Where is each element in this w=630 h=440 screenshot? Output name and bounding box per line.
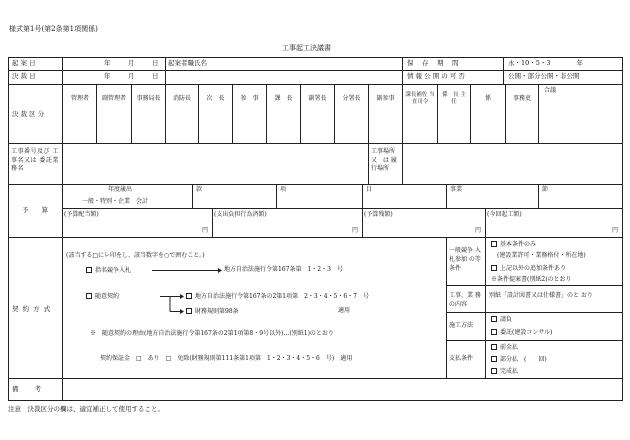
seko-text-1: 請負	[500, 316, 513, 323]
yosan-moku: 目	[366, 186, 373, 193]
date-month-2: 月	[128, 72, 135, 80]
yosan-jigyo: 事業	[450, 186, 463, 193]
joho-value: 公開・部分公開・非公開	[508, 72, 580, 80]
yosan-nendo: 年度歳出	[108, 186, 133, 193]
joho-label: 情 報 公 開 の 可 否	[407, 72, 465, 80]
shiharai-text-1: 前金払	[500, 344, 519, 351]
zuii-riyu: ※ 随意契約の理由(地方自治法施行令第167条の2第1項第8・9号以外)…(別紙1)のとおり	[90, 330, 334, 337]
seko-item-1[interactable]	[491, 316, 512, 323]
naiyo-label: 工事、業 務の内容	[449, 292, 481, 308]
gougi-label: 合議	[544, 87, 557, 94]
yen-3: 円	[475, 227, 482, 234]
zuii-ref2-text: 財務規則第98条	[195, 308, 239, 315]
shiharai-label: 支払条件	[449, 355, 474, 362]
seko-text-2: 委託(建設コンサル)	[500, 329, 553, 336]
col-fuku-kanrisha: 副管理者	[101, 95, 126, 102]
seko-checkbox-1[interactable]	[491, 316, 497, 322]
shiharai-checkbox-2[interactable]	[491, 356, 497, 362]
col-sanji: 参 事	[240, 95, 259, 102]
col-bunshocho: 分署長	[342, 95, 361, 102]
ippan-checkbox-3[interactable]	[491, 265, 497, 271]
col-fukusanji: 副参事	[376, 95, 395, 102]
yosan-kou: 項	[280, 186, 287, 193]
yosan-shishutsu: (支出負担行為済額)	[214, 211, 267, 218]
date-year-2: 年	[104, 72, 111, 80]
biko-label: 備 考	[12, 385, 42, 393]
ippan-checkbox-1[interactable]	[491, 241, 497, 247]
zuii-ref1-checkbox[interactable]	[186, 293, 192, 299]
yosan-zangaku: (予算残額)	[364, 211, 393, 218]
yen-1: 円	[202, 227, 209, 234]
footer-note: 注意 決裁区分の欄は、適宜補正して使用すること。	[8, 405, 164, 413]
seko-checkbox-2[interactable]	[491, 329, 497, 335]
page-title: 工事起工決議書	[282, 44, 331, 52]
seko-item-2[interactable]	[491, 329, 552, 336]
zuii-text: 随意契約	[95, 293, 120, 300]
shiharai-text-2: 部分払 ( 回)	[500, 356, 547, 363]
kessai-label: 決 裁 日	[12, 72, 36, 80]
yosan-setsu: 節	[542, 186, 549, 193]
yosan-label: 予 算	[22, 206, 48, 214]
shimei-ref: 地方自治法施行令第167条第 1・2・3 号	[224, 266, 343, 273]
date-day-2: 日	[152, 72, 159, 80]
shiharai-checkbox-1[interactable]	[491, 344, 497, 350]
date-month: 月	[128, 59, 135, 67]
col-kanrisha: 管理者	[70, 95, 89, 102]
zuii-ref1-option[interactable]	[186, 293, 369, 300]
hozon-label: 保 存 期 間	[407, 59, 460, 67]
zuii-ref1-text: 地方自治法施行令第167条の2第1項第 2・3・4・5・6・7 号	[195, 293, 369, 300]
col-jimuri: 事務吏	[512, 95, 531, 102]
shiharai-text-3: 完成払	[500, 368, 519, 375]
col-jimukyokucho: 事務局長	[136, 95, 161, 102]
date-year: 年	[104, 59, 111, 67]
zuii-option[interactable]	[86, 293, 119, 300]
yosan-kaikei: 一般・特別・企業 会計	[82, 198, 149, 205]
ippan-item-4: ※条件提案書(別紙2)のとおり	[491, 276, 572, 283]
yosan-konkai: (今回起工額)	[487, 211, 522, 218]
col-kachohosa: 課長補佐 当直司令	[405, 92, 435, 106]
col-shobocho: 消防長	[172, 95, 191, 102]
yen-4: 円	[612, 227, 619, 234]
ippan-item-1[interactable]	[491, 241, 536, 248]
shiharai-checkbox-3[interactable]	[491, 368, 497, 374]
kessai-kubun-label: 決 裁 区 分	[12, 110, 45, 118]
ippan-label: 一般競争 入札参加 の等条件	[449, 247, 481, 272]
kiansha-label: 起案者職氏名	[168, 59, 207, 67]
keiyaku-instruction: (該当する□にレ印をし、該当数字を○で囲むこと。)	[66, 252, 205, 259]
naiyo-value: 別紙「設計図書又は仕様書」のと おり	[489, 292, 593, 299]
shimei-option[interactable]	[86, 267, 131, 274]
ippan-item-3[interactable]	[491, 265, 566, 272]
koji-basho-label: 工事場所 又 は 履行場所	[371, 148, 397, 173]
kian-label: 起 案 日	[12, 59, 36, 67]
zuii-ref2-option[interactable]	[186, 308, 239, 315]
shiharai-item-2[interactable]	[491, 356, 547, 363]
koji-no-label: 工事番号及び 工事名又は 委託業務名	[11, 148, 59, 173]
zuii-ref2-checkbox[interactable]	[186, 308, 192, 314]
shiharai-item-1[interactable]	[491, 344, 518, 351]
hoshokin-text: 契約保証金 □ あり □ 免除(財務規則第111条第1項第 1・2・3・4・5・6 号) 適用	[100, 355, 353, 362]
col-fukushocho: 副署長	[308, 95, 327, 102]
seko-label: 施工方法	[449, 322, 474, 329]
yosan-kan: 款	[196, 186, 203, 193]
yosan-haito: (予算配当額)	[64, 211, 99, 218]
col-kacho: 課 長	[274, 95, 293, 102]
ippan-text-3: 上記以外の追加条件あり	[500, 265, 567, 272]
yen-2: 円	[352, 227, 359, 234]
hozon-value: 永・10・5・3 年	[508, 59, 584, 67]
shimei-text: 指名競争入札	[95, 267, 132, 274]
keiyaku-label: 契 約 方 式	[12, 305, 52, 313]
col-jicho: 次 長	[206, 95, 225, 102]
ippan-item-2: (建設業許可・業務格付・所在地)	[497, 252, 586, 259]
ippan-text-1: 基本条件のみ	[500, 241, 537, 248]
shiharai-item-3[interactable]	[491, 368, 518, 375]
form-number: 様式第1号(第2条第1項関係)	[9, 25, 98, 33]
date-day: 日	[152, 59, 159, 67]
col-kakaricho: 係 長 主 任	[442, 92, 472, 106]
shimei-checkbox[interactable]	[86, 267, 92, 273]
zuii-checkbox[interactable]	[86, 293, 92, 299]
col-kakari: 係	[484, 95, 491, 102]
zuii-tekiyo: 適用	[338, 307, 351, 314]
